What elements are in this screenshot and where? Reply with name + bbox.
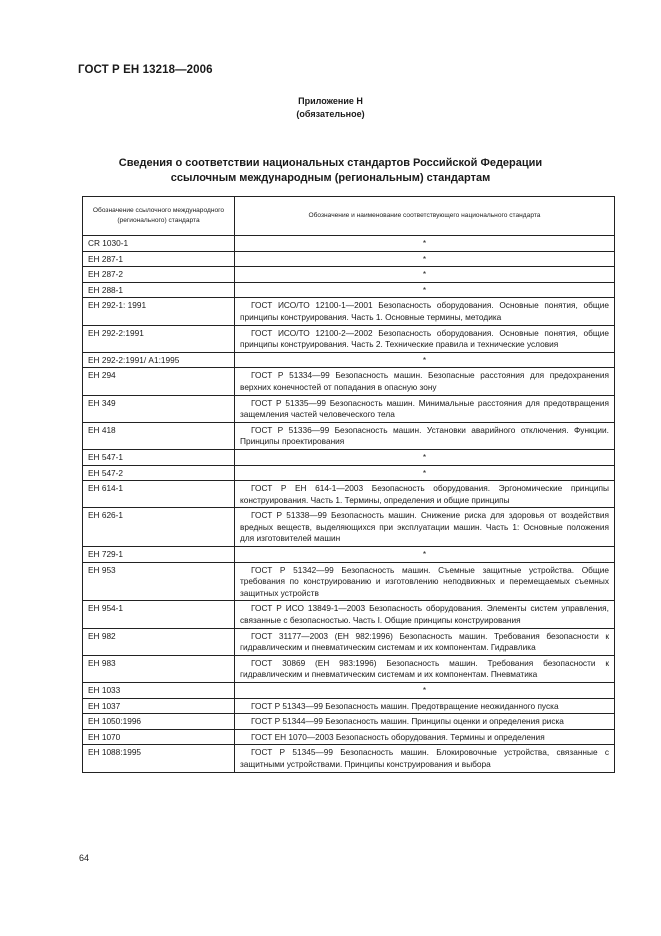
national-standard-cell (235, 368, 615, 395)
national-standard-cell (235, 745, 615, 772)
table-row (83, 628, 615, 655)
reference-standard-code: ЕН 287-1 (83, 251, 235, 267)
column-header-national-standard: Обозначение и наименование соответствующего национального стандарта (235, 197, 615, 236)
national-standard-description: ГОСТ Р ИСО 13849-1—2003 Безопасность оборудования. Элементы систем управления, связанные с безопасностью. Часть I. Общие принципы конструирования (240, 603, 609, 626)
annex-status: (обязательное) (296, 109, 365, 119)
national-standard-description: ГОСТ Р 51336—99 Безопасность машин. Установки аварийного отключения. Функции. Принципы проектирования (240, 424, 609, 447)
reference-standard-code: ЕН 1070 (83, 729, 235, 745)
national-standard-description: ГОСТ Р ЕН 614-1—2003 Безопасность оборудования. Эргономические принципы конструирования. Часть 1. Термины, определения и общие принципы (240, 483, 609, 505)
document-title: ГОСТ Р ЕН 13218—2006 (78, 64, 213, 76)
reference-standard-code: ЕН 982 (83, 628, 235, 655)
national-standard-cell (235, 698, 615, 714)
national-standard-description: ГОСТ Р 51344—99 Безопасность машин. Принципы оценки и определения риска (251, 716, 564, 727)
national-standard-cell (235, 601, 615, 628)
table-row (83, 481, 615, 508)
table-row (83, 714, 615, 730)
national-standard-description: ГОСТ ЕН 1070—2003 Безопасность оборудования. Термины и определения (251, 731, 545, 742)
national-standard-description: ГОСТ ИСО/ТО 12100-1—2001 Безопасность оборудования. Основные понятия, общие принципы конструирования. Часть 1. Основные термины, методика (240, 300, 609, 322)
table-row (83, 601, 615, 628)
table-row (83, 368, 615, 395)
section-heading-line-1: Сведения о соответствии национальных стандартов Российской Федерации (118, 157, 543, 169)
table-row (83, 655, 615, 682)
national-standard-description: ГОСТ Р 51334—99 Безопасность машин. Безопасные расстояния для предохранения верхних конечностей от попадания в опасную зону (240, 370, 609, 392)
table-row (83, 352, 615, 368)
reference-standard-code: ЕН 983 (83, 655, 235, 682)
reference-standard-code: ЕН 1088:1995 (83, 745, 235, 772)
reference-standard-code: ЕН 292-1: 1991 (83, 298, 235, 325)
national-standard-description: ГОСТ Р 51335—99 Безопасность машин. Минимальные расстояния для предотвращения защемления частей человеческого тела (240, 397, 609, 420)
table-header-row (83, 197, 615, 236)
reference-standard-code: ЕН 547-2 (83, 465, 235, 481)
table-row (83, 395, 615, 422)
table-body (83, 236, 615, 773)
reference-standard-code: ЕН 729-1 (83, 547, 235, 563)
national-standard-cell (235, 422, 615, 449)
table-row (83, 683, 615, 699)
no-national-standard-marker: * (235, 683, 615, 699)
reference-standard-code: ЕН 953 (83, 562, 235, 601)
reference-standard-code: ЕН 294 (83, 368, 235, 395)
no-national-standard-marker: * (235, 236, 615, 252)
national-standard-cell (235, 481, 615, 508)
table-row (83, 465, 615, 481)
annex-title: Приложение Н (298, 96, 363, 106)
reference-standard-code: ЕН 418 (83, 422, 235, 449)
table-row (83, 298, 615, 325)
table-row (83, 562, 615, 601)
reference-standard-code: ЕН 1033 (83, 683, 235, 699)
no-national-standard-marker: * (235, 465, 615, 481)
table-row (83, 251, 615, 267)
reference-standard-code: ЕН 626-1 (83, 508, 235, 547)
national-standard-cell (235, 395, 615, 422)
table-row (83, 729, 615, 745)
reference-standard-code: ЕН 547-1 (83, 449, 235, 465)
no-national-standard-marker: * (235, 267, 615, 283)
table-row (83, 325, 615, 352)
national-standard-cell (235, 298, 615, 325)
correspondence-table (82, 196, 615, 773)
national-standard-cell (235, 508, 615, 547)
table-row (83, 547, 615, 563)
national-standard-description: ГОСТ Р 51338—99 Безопасность машин. Снижение риска для здоровья от воздействия вредных веществ, выделяющихся при эксплуатации машин. Часть 1: Основные положения для изготовителей машин (240, 510, 609, 544)
no-national-standard-marker: * (235, 282, 615, 298)
section-heading-line-2: ссылочным международным (региональным) стандартам (170, 172, 491, 184)
page-number: 64 (79, 853, 90, 863)
no-national-standard-marker: * (235, 547, 615, 563)
reference-standard-code: ЕН 292-2:1991/ А1:1995 (83, 352, 235, 368)
reference-standard-code: ЕН 349 (83, 395, 235, 422)
reference-standard-code: ЕН 614-1 (83, 481, 235, 508)
national-standard-cell (235, 655, 615, 682)
reference-standard-code: CR 1030-1 (83, 236, 235, 252)
reference-standard-code: ЕН 292-2:1991 (83, 325, 235, 352)
reference-standard-code: ЕН 1050:1996 (83, 714, 235, 730)
national-standard-description: ГОСТ 30869 (ЕН 983:1996) Безопасность машин. Требования безопасности к гидравлическим и пневматическим системам и их компонентам. Пневматика (240, 657, 609, 680)
reference-standard-code: ЕН 288-1 (83, 282, 235, 298)
national-standard-cell (235, 714, 615, 730)
reference-standard-code: ЕН 1037 (83, 698, 235, 714)
national-standard-description: ГОСТ ИСО/ТО 12100-2—2002 Безопасность оборудования. Основные понятия, общие принципы конструирования. Часть 2. Технические правила и технические условия (240, 327, 609, 350)
reference-standard-code: ЕН 287-2 (83, 267, 235, 283)
national-standard-cell (235, 628, 615, 655)
national-standard-cell (235, 729, 615, 745)
table-row (83, 449, 615, 465)
no-national-standard-marker: * (235, 449, 615, 465)
table-row (83, 698, 615, 714)
national-standard-description: ГОСТ Р 51345—99 Безопасность машин. Блокировочные устройства, связанные с защитными устройствами. Принципы конструирования и выбора (240, 747, 609, 769)
national-standard-description: ГОСТ Р 51342—99 Безопасность машин. Съемные защитные устройства. Общие требования по конструированию и изготовлению неподвижных и перемещаемых съемных защитных устройств (240, 564, 609, 598)
table-row (83, 745, 615, 772)
table-row (83, 236, 615, 252)
table-row (83, 267, 615, 283)
table-row (83, 282, 615, 298)
national-standard-cell (235, 562, 615, 601)
column-header-reference-standard: Обозначение ссылочного международного (регионального) стандарта (83, 197, 235, 236)
national-standard-cell (235, 325, 615, 352)
no-national-standard-marker: * (235, 251, 615, 267)
table-row (83, 422, 615, 449)
reference-standard-code: ЕН 954-1 (83, 601, 235, 628)
no-national-standard-marker: * (235, 352, 615, 368)
table-row (83, 508, 615, 547)
national-standard-description: ГОСТ Р 51343—99 Безопасность машин. Предотвращение неожиданного пуска (251, 700, 559, 711)
national-standard-description: ГОСТ 31177—2003 (ЕН 982:1996) Безопасность машин. Требования безопасности к гидравлическим и пневматическим системам и их компонентам. Гидравлика (240, 630, 609, 653)
